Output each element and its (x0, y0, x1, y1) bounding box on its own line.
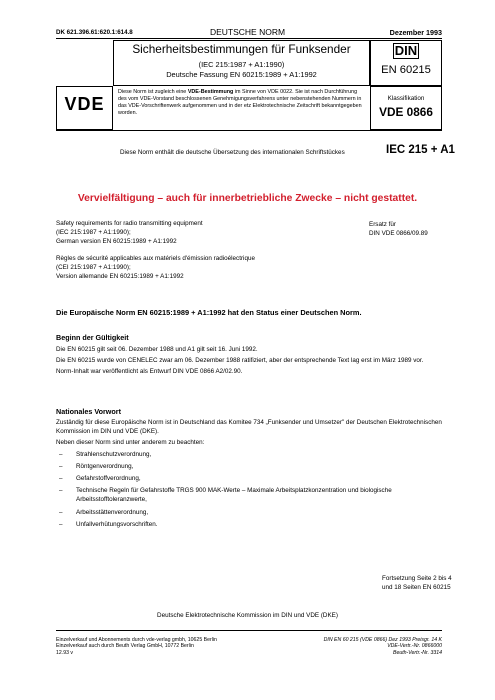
footer-left-line: Einzelverkauf und Abonnements durch vde-verlag gmbh, 10625 Berlin (56, 637, 217, 643)
list-item: – Technische Regeln für Gefahrstoffe TRGS 900 MAK-Werte – Maximale Arbeitsplatzkonzentration und biologische Arbeitsstofftoleranzwerte, (59, 486, 392, 503)
footer-sales (56, 637, 217, 656)
ersatz-label: Ersatz für (369, 221, 396, 228)
french-line: Règles de sécurité applicables aux matériels d'émission radioélectrique (56, 255, 255, 262)
replacement-note (369, 220, 428, 238)
copy-warning: Vervielfältigung – auch für innerbetriebliche Zwecke – nicht gestattet. (77, 193, 418, 204)
commission-name: Deutsche Elektrotechnische Kommission im DIN und VDE (DKE) (157, 612, 338, 619)
list-item: – Arbeitsstättenverordnung, (59, 508, 149, 516)
english-line: Safety requirements for radio transmitting equipment (56, 220, 203, 227)
vde-statement-rest: im Sinne von VDE 0022. Sie ist nach Durchführung des vom VDE-Vorstand beschlossenen Genehmigungsverfahrens unter nebenstehenden Nummern in das VDE-Vorschriftenwerk aufgenommen und in der etz Elektrotechnische Zeitschrift bekanntgegeben worden. (118, 89, 362, 116)
list-item: – Strahlenschutzverordnung, (59, 450, 152, 458)
footer-right-line: Beuth-Vertr.-Nr. 3314 (392, 649, 442, 656)
document-subtitle (113, 60, 370, 80)
footer-right-line: DIN EN 60 215 (VDE 0866) Dez 1993 Preisgr. 14 K (323, 637, 442, 643)
din-logo: DIN (394, 43, 418, 58)
vde-statement-bold: VDE-Bestimmung (187, 89, 234, 95)
din-number: EN 60215 (381, 64, 431, 76)
subtitle-version: Deutsche Fassung EN 60215:1989 + A1:1992 (166, 70, 317, 79)
footer-divider (56, 630, 442, 631)
title-divider (56, 130, 442, 131)
document-title: Sicherheitsbestimmungen für Funksender (132, 42, 351, 56)
english-line: German version EN 60215:1989 + A1:1992 (56, 237, 177, 245)
subtitle-iec: (IEC 215:1987 + A1:1990) (198, 60, 285, 69)
french-line: (CEI 215:1987 + A1:1990); (56, 263, 131, 271)
vde-statement-prefix: Diese Norm ist zugleich eine (118, 89, 188, 95)
status-statement: Die Europäische Norm EN 60215:1989 + A1:1992 hat den Status einer Deutschen Norm. (56, 308, 362, 317)
foreword-p2: Neben dieser Norm sind unter anderem zu beachten: (56, 438, 205, 446)
validity-p2: Die EN 60215 wurde von CENELEC zwar am 06. Dezember 1988 ratifiziert, aber der entsprechende Text lag erst im März 1989 vor. (56, 356, 424, 364)
footer-left-line: Einzelverkauf auch durch Beuth Verlag GmbH, 10772 Berlin (56, 643, 194, 650)
french-title (56, 255, 255, 281)
issue-date: Dezember 1993 (389, 28, 442, 37)
foreword-section (56, 419, 442, 531)
ersatz-value: DIN VDE 0866/09.89 (369, 230, 428, 237)
english-line: (IEC 215:1987 + A1:1990); (56, 228, 131, 236)
continuation-line: und 18 Seiten EN 60215 (382, 584, 451, 591)
validity-heading: Beginn der Gültigkeit (56, 333, 129, 342)
foreword-heading: Nationales Vorwort (56, 407, 121, 416)
continuation-note (382, 574, 452, 592)
header-divider (56, 38, 442, 39)
list-item: – Unfallverhütungsvorschriften. (59, 520, 158, 528)
klassifikation-value: VDE 0866 (379, 105, 433, 119)
klassifikation-label: Klassifikation (387, 95, 425, 102)
list-item: – Gefahrstoffverordnung, (59, 474, 141, 482)
english-title (56, 220, 203, 246)
list-item: – Röntgenverordnung, (59, 462, 134, 470)
regulation-list (56, 449, 442, 531)
validity-p1: Die EN 60215 gilt seit 06. Dezember 1988 und A1 gilt seit 16. Juni 1992. (56, 346, 258, 353)
footer-left-line: 12.93 v (56, 649, 74, 656)
dk-number: DK 621.396.61:620.1:614.8 (56, 29, 133, 36)
document-type: DEUTSCHE NORM (209, 27, 286, 37)
intl-code: IEC 215 + A1 (386, 144, 455, 156)
footer-right-line: VDE-Vertr.-Nr. 0866000 (387, 643, 442, 650)
french-line: Version allemande EN 60215:1989 + A1:1992 (56, 272, 184, 280)
validity-section (56, 346, 442, 377)
vde-logo: VDE (64, 94, 105, 114)
vde-statement (118, 89, 366, 117)
intl-statement: Diese Norm enthält die deutsche Übersetzung des internationalen Schriftstückes (120, 149, 345, 156)
validity-p3: Norm-Inhalt war veröffentlicht als Entwurf DIN VDE 0866 A2/02.90. (56, 367, 243, 375)
continuation-line: Fortsetzung Seite 2 bis 4 (382, 575, 452, 582)
footer-order-info (324, 637, 442, 656)
foreword-p1: Zuständig für diese Europäische Norm ist in Deutschland das Komitee 734 „Funksender und Umsetzer" der Deutschen Elektrotechnischen Kommission im DIN und VDE (DKE). (56, 419, 442, 435)
